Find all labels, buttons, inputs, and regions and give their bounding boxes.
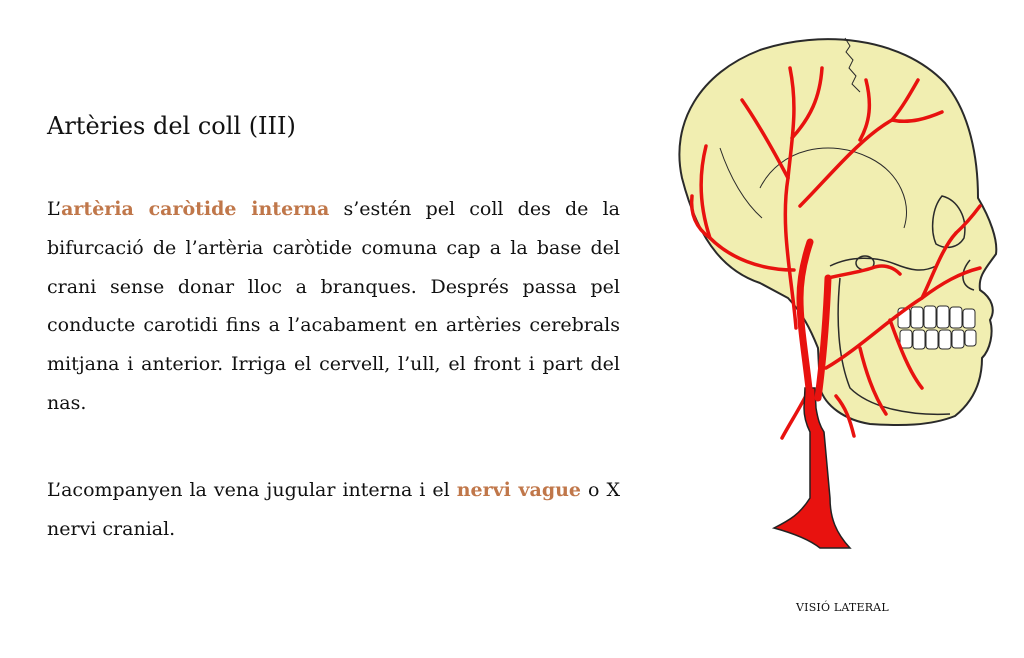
skull-cranium (679, 39, 996, 425)
figure-caption: VISIÓ LATERAL (796, 601, 889, 614)
highlight-vagus-nerve: nervi vague (456, 479, 582, 501)
paragraph-internal-carotid (47, 190, 620, 423)
page-title: Artèries del coll (III) (47, 112, 296, 140)
paragraph-2-prefix: L’acompanyen la vena jugular interna i el (47, 479, 457, 501)
paragraph-1-prefix: L’ (47, 198, 62, 220)
highlight-internal-carotid: artèria caròtide interna (61, 198, 330, 220)
paragraph-companions (47, 471, 620, 549)
paragraph-1-body: s’estén pel coll des de la bifurcació de l’artèria caròtide comuna cap a la base del crani sense donar lloc a branques. Després passa pel conducte carotidi fins a l’acabament en artèries cerebrals mitjana i anterior. Irriga el cervell, l’ull, el front i part del nas. (47, 198, 620, 414)
skull-arteries-illustration (660, 28, 1010, 558)
paragraph-2-body: o X nervi cranial. (47, 479, 620, 540)
